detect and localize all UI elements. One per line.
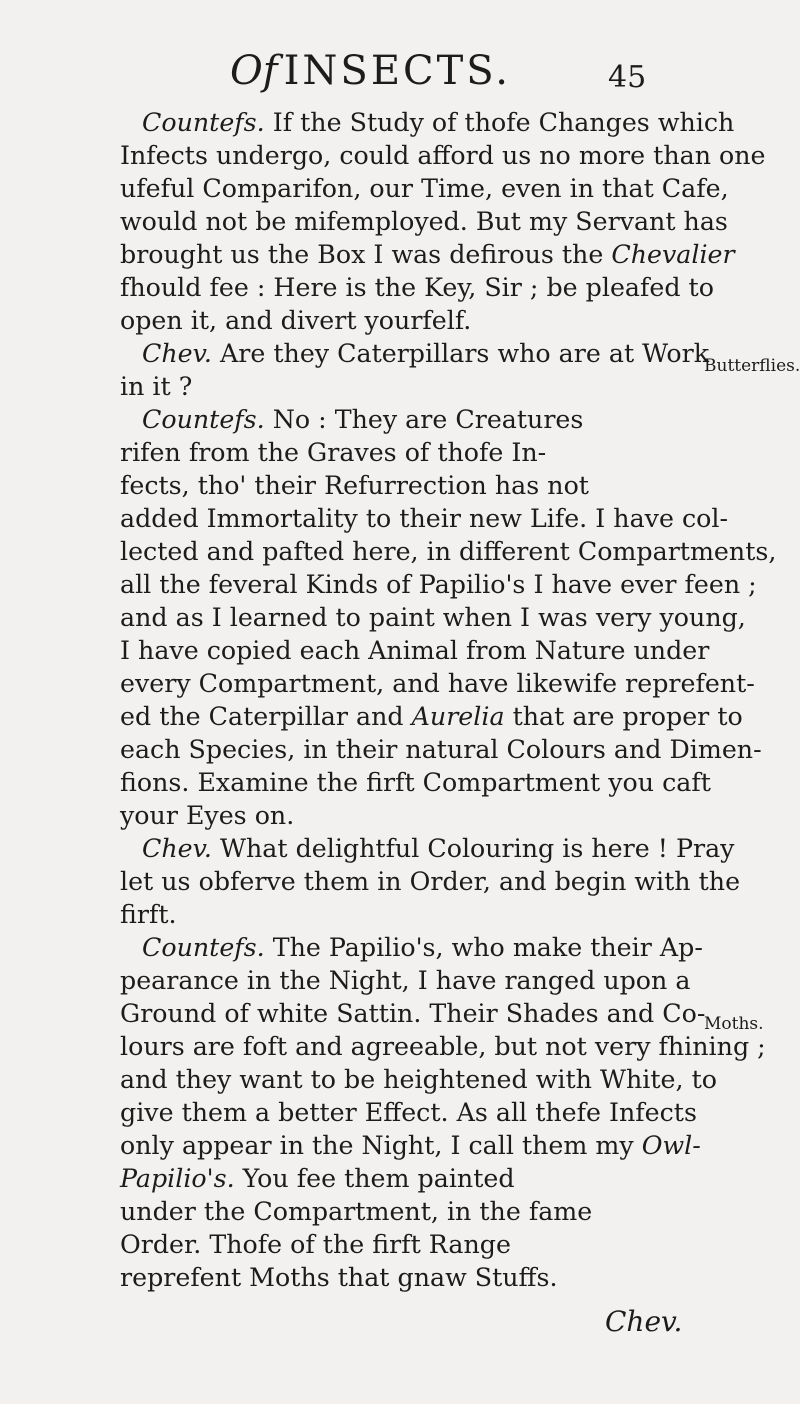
text-line — [120, 304, 680, 337]
text-line — [120, 1096, 697, 1129]
text-run: If the Study of thofe Changes which — [264, 108, 735, 137]
margin-note-moths: Moths. — [704, 1014, 764, 1034]
text-run: rifen from the Graves of thofe In- — [120, 438, 547, 467]
text-run: and they want to be heightened with White, to — [120, 1065, 717, 1094]
text-run: fhould fee : Here is the Key, Sir ; be pleafed to — [120, 273, 714, 302]
text-line — [120, 1162, 680, 1195]
text-run: lected and pafted here, in different Compartments, — [120, 537, 777, 566]
text-run: I have copied each Animal from Nature under — [120, 636, 710, 665]
text-run: give them a better Effect. As all thefe Infects — [120, 1098, 697, 1127]
text-run: and as I learned to paint when I was very young, — [120, 603, 746, 632]
text-run: The Papilio's, who make their Ap- — [264, 933, 703, 962]
text-run: each Species, in their natural Colours and Dimen- — [120, 735, 762, 764]
speaker-label: Chev. — [142, 339, 212, 368]
italic-term: Owl- — [641, 1131, 701, 1160]
text-line — [120, 337, 710, 370]
running-title — [230, 48, 511, 94]
italic-term: Aurelia — [411, 702, 505, 731]
text-run: let us obferve them in Order, and begin with the — [120, 867, 741, 896]
text-line — [120, 898, 680, 931]
text-line — [120, 403, 680, 436]
text-run: Infects undergo, could afford us no more than one — [120, 141, 766, 170]
text-run: Are they Caterpillars who are at Work — [211, 339, 710, 368]
text-line — [120, 1195, 680, 1228]
page-number: 45 — [608, 60, 647, 95]
text-line — [120, 964, 691, 997]
text-run: ufeful Comparifon, our Time, even in that Cafe, — [120, 174, 729, 203]
running-title-prefix: Of — [230, 48, 278, 94]
text-run: firft. — [120, 900, 177, 929]
text-run: all the feveral Kinds of Papilio's I have ever feen ; — [120, 570, 757, 599]
speaker-label: Countefs. — [142, 933, 265, 962]
text-run: reprefent Moths that gnaw Stuffs. — [120, 1263, 558, 1292]
speaker-label: Chev. — [142, 834, 212, 863]
text-line — [120, 1030, 766, 1063]
text-line — [120, 700, 743, 733]
text-run: that are proper to — [504, 702, 743, 731]
text-run: lours are foft and agreeable, but not very fhining ; — [120, 1032, 766, 1061]
text-run: under the Compartment, in the fame — [120, 1197, 593, 1226]
text-line — [120, 1261, 680, 1294]
text-line — [120, 139, 766, 172]
text-line — [120, 568, 757, 601]
text-line — [120, 535, 777, 568]
text-line — [120, 832, 735, 865]
text-line — [120, 667, 755, 700]
text-run: every Compartment, and have likewife reprefent- — [120, 669, 755, 698]
italic-term: Chevalier — [611, 240, 735, 269]
text-run: fions. Examine the firft Compartment you caft — [120, 768, 711, 797]
text-run: No : They are Creatures — [264, 405, 584, 434]
text-run: You fee them painted — [234, 1164, 515, 1193]
text-line — [120, 436, 680, 469]
italic-term: Papilio's. — [120, 1164, 235, 1193]
text-line — [120, 370, 680, 403]
text-run: Ground of white Sattin. Their Shades and Co- — [120, 999, 706, 1028]
speaker-label: Countefs. — [142, 405, 265, 434]
text-line — [120, 106, 735, 139]
text-run: brought us the Box I was defirous the — [120, 240, 612, 269]
text-line — [120, 601, 746, 634]
text-line — [120, 1063, 717, 1096]
text-run: Order. Thofe of the firft Range — [120, 1230, 511, 1259]
text-run: ed the Caterpillar and — [120, 702, 412, 731]
text-run: fects, tho' their Refurrection has not — [120, 471, 589, 500]
text-line — [120, 733, 762, 766]
margin-note-butterflies: Butterflies. — [704, 356, 800, 376]
text-run: added Immortality to their new Life. I have col- — [120, 504, 728, 533]
text-run: your Eyes on. — [120, 801, 295, 830]
text-line — [120, 634, 710, 667]
text-run: only appear in the Night, I call them my — [120, 1131, 642, 1160]
page-header — [0, 48, 800, 100]
text-line — [120, 469, 680, 502]
catchword: Chev. — [605, 1305, 683, 1338]
text-run: in it ? — [120, 372, 193, 401]
running-title-text: INSECTS. — [283, 48, 511, 94]
text-run: What delightful Colouring is here ! Pray — [211, 834, 735, 863]
text-line — [120, 238, 735, 271]
text-line — [120, 997, 706, 1030]
speaker-label: Countefs. — [142, 108, 265, 137]
text-line — [120, 502, 728, 535]
text-line — [120, 766, 711, 799]
text-line — [120, 1228, 680, 1261]
text-run: would not be mifemployed. But my Servant has — [120, 207, 728, 236]
text-run: open it, and divert yourfelf. — [120, 306, 472, 335]
text-line — [120, 172, 729, 205]
text-run: pearance in the Night, I have ranged upon a — [120, 966, 691, 995]
text-line — [120, 205, 728, 238]
text-line — [120, 931, 703, 964]
text-line — [120, 271, 714, 304]
text-line — [120, 799, 680, 832]
text-line — [120, 1129, 701, 1162]
text-line — [120, 865, 741, 898]
